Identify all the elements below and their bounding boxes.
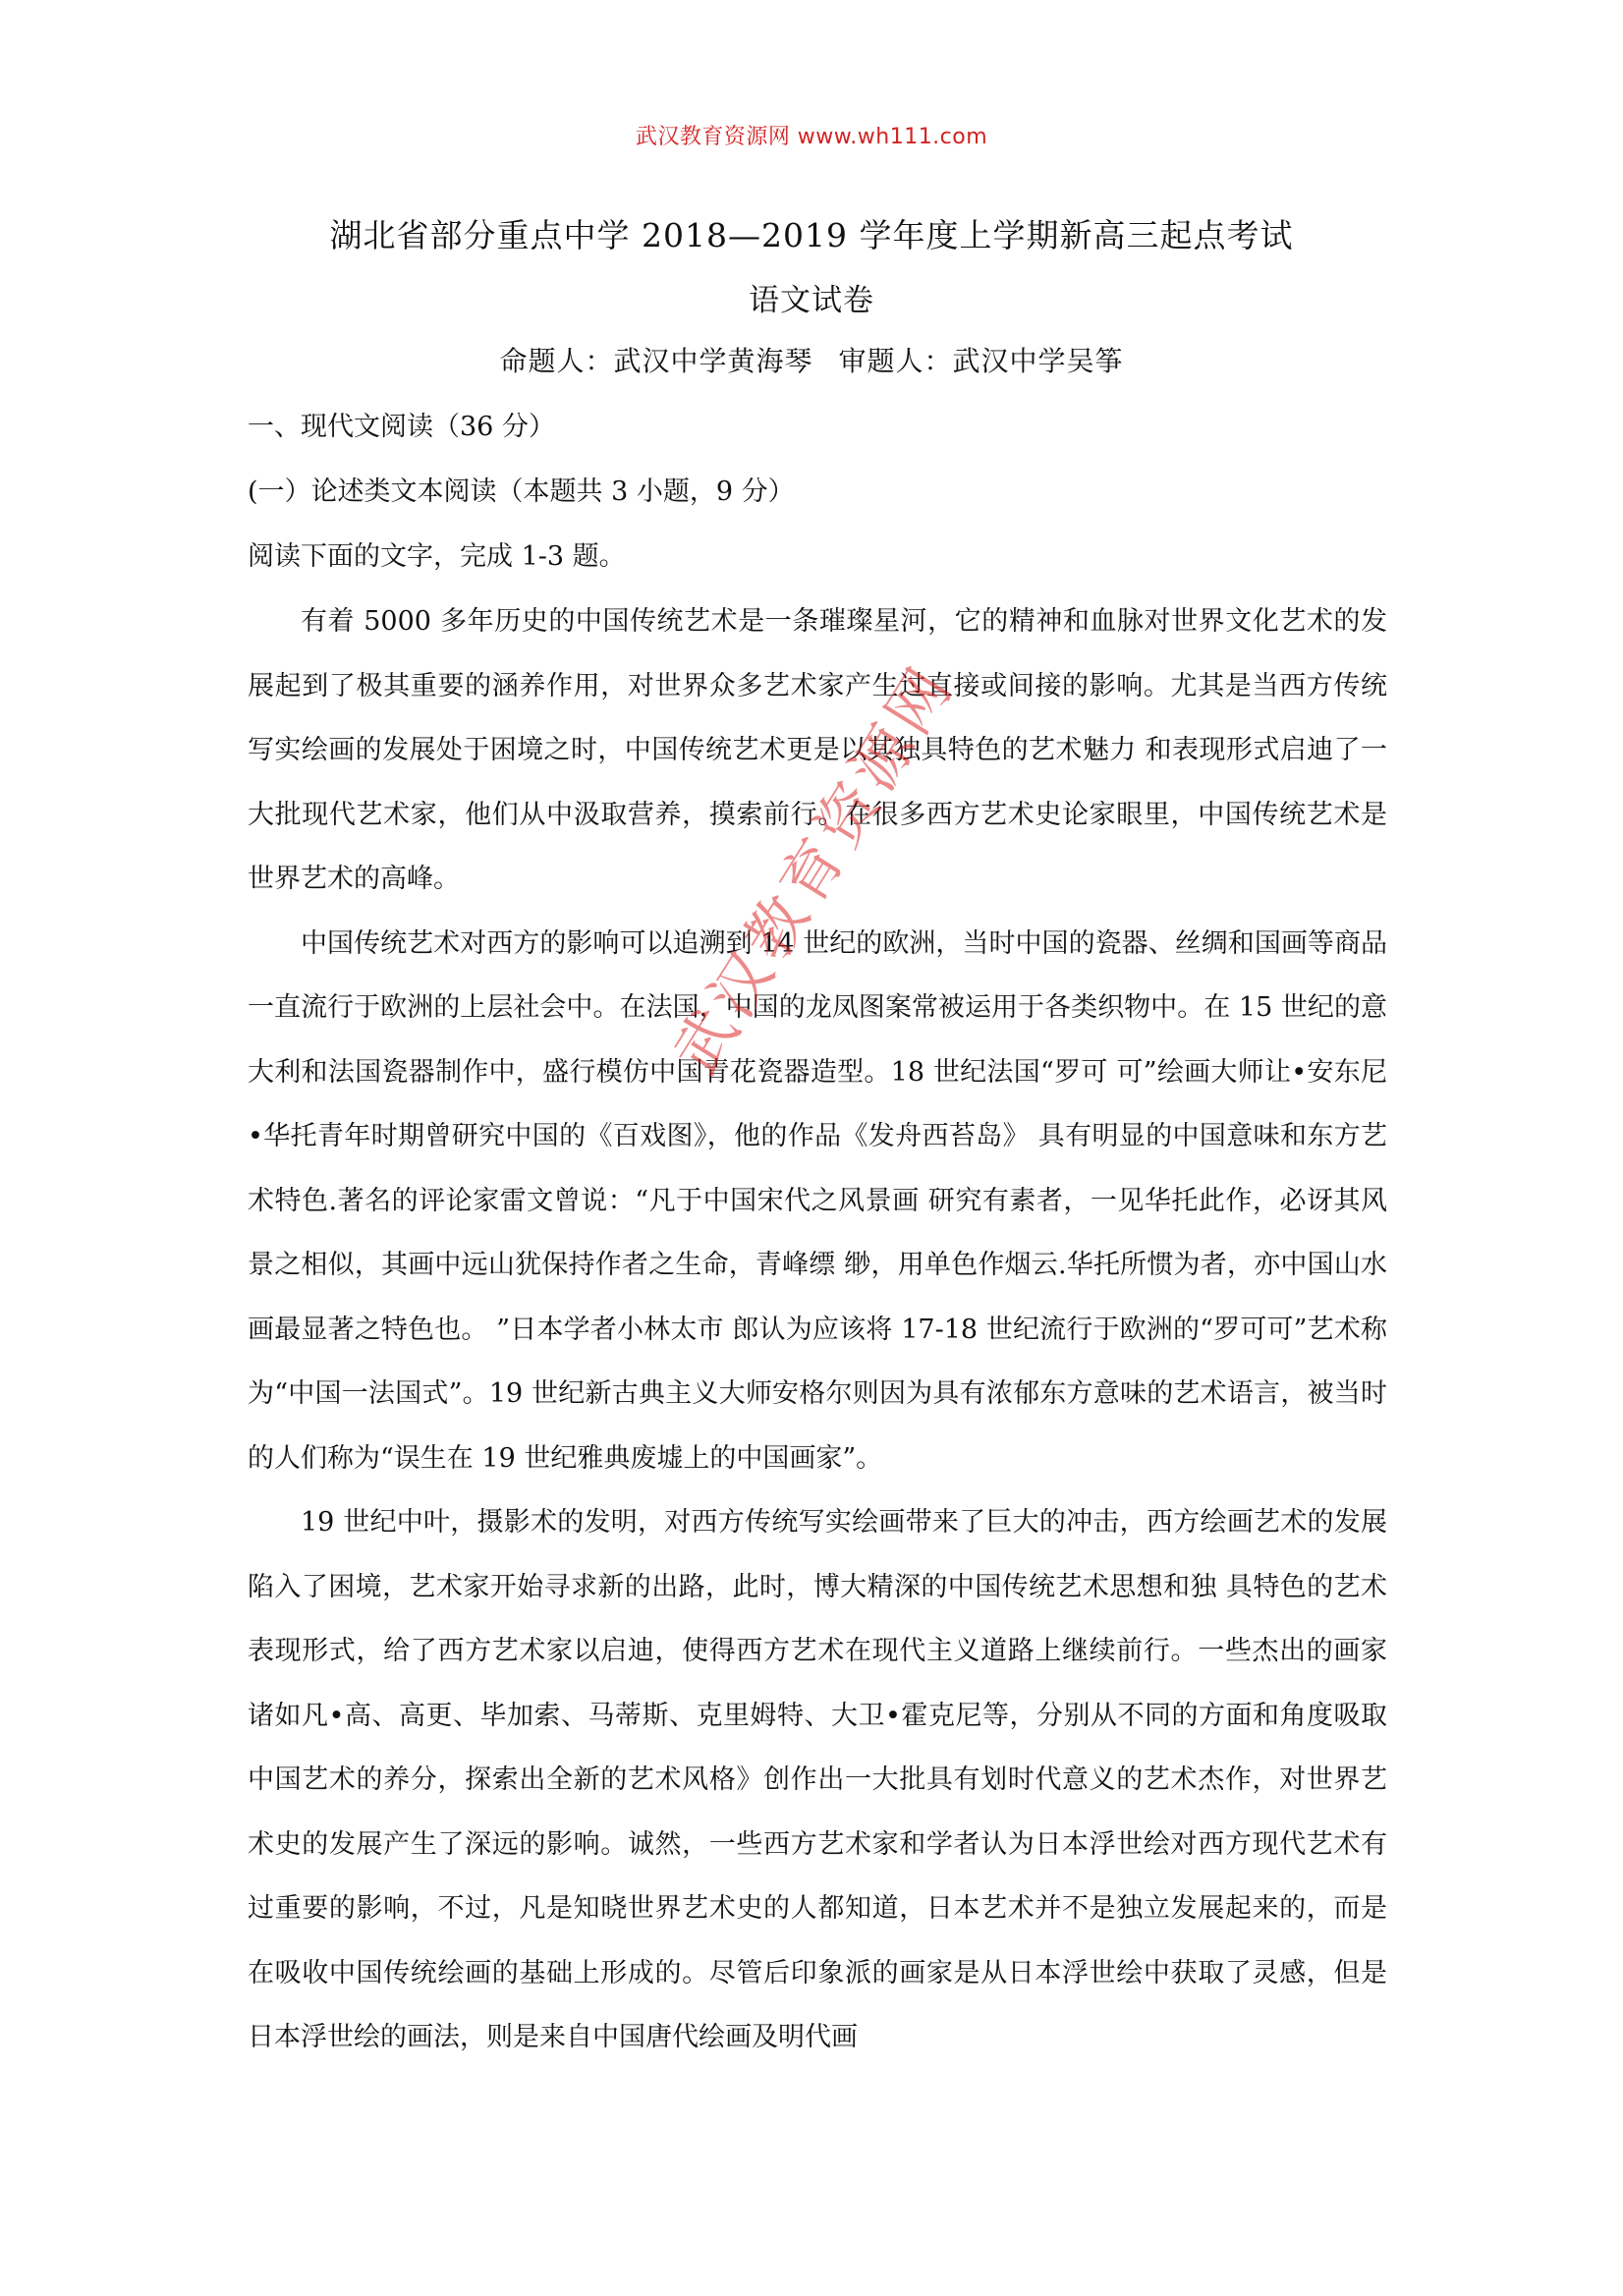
article-body <box>248 589 1387 2070</box>
exam-title: 湖北省部分重点中学 2018—2019 学年度上学期新高三起点考试 <box>329 216 1294 254</box>
site-header-link[interactable]: 武汉教育资源网 www.wh111.com <box>635 125 988 149</box>
subsection-heading: (一）论述类文本阅读（本题共 3 小题，9 分） <box>248 476 795 507</box>
exam-authors <box>0 340 1623 379</box>
article-paragraph: 中国传统艺术对西方的影响可以追溯到 14 世纪的欧洲，当时中国的瓷器、丝绸和国画等商品一直流行于欧洲的上层社会中。在法国，中国的龙凤图案常被运用于各类织物中。在 15 世纪的意大利和法国瓷器制作中，盛行模仿中国青花瓷器造型。18 世纪法国“罗可 可”绘画大师让•安东尼•华托青年时期曾研究中国的《百戏图》，他的作品《发舟西苔岛》 具有明显的中国意味和东方艺术特色.著名的评论家雷文曾说：“凡于中国宋代之风景画 研究有素者，一见华托此作，必讶其风景之相似，其画中远山犹保持作者之生命，青峰缥 缈，用单色作烟云.华托所惯为者，亦中国山水画最显著之特色也。 ”日本学者小林太市 郎认为应该将 17-18 世纪流行于欧洲的“罗可可”艺术称为“中国一法国式”。19 世纪新古典主义大师安格尔则因为具有浓郁东方意味的艺术语言，被当时的人们称为“误生在 19 世纪雅典废墟上的中国画家”。 <box>248 927 1387 1474</box>
reviewer: 审题人：武汉中学吴筝 <box>838 345 1124 377</box>
exam-subtitle: 语文试卷 <box>749 283 874 318</box>
article-paragraph: 19 世纪中叶，摄影术的发明，对西方传统写实绘画带来了巨大的冲击，西方绘画艺术的发展陷入了困境，艺术家开始寻求新的出路，此时，博大精深的中国传统艺术思想和独 具特色的艺术表现形式，给了西方艺术家以启迪，使得西方艺术在现代主义道路上继续前行。一些杰出的画家诸如凡•高、高更、毕加索、马蒂斯、克里姆特、大卫•霍克尼等，分别从不同的方面和角度吸取中国艺术的养分，探索出全新的艺术风格》创作出一大批具有划时代意义的艺术杰作，对世界艺术史的发展产生了深远的影响。诚然，一些西方艺术家和学者认为日本浮世绘对西方现代艺术有过重要的影响，不过，凡是知晓世界艺术史的人都知道，日本艺术并不是独立发展起来的，而是在吸收中国传统绘画的基础上形成的。尽管后印象派的画家是从日本浮世绘中获取了灵感，但是日本浮世绘的画法，则是来自中国唐代绘画及明代画 <box>248 1507 1387 2052</box>
watermark: 武汉教育资源网 <box>659 651 969 1087</box>
section-heading: 一、现代文阅读（36 分） <box>248 412 555 442</box>
reading-instruction: 阅读下面的文字，完成 1-3 题。 <box>248 541 626 572</box>
article-paragraph: 有着 5000 多年历史的中国传统艺术是一条璀璨星河，它的精神和血脉对世界文化艺术的发展起到了极其重要的涵养作用，对世界众多艺术家产生过直接或间接的影响。尤其是当西方传统写实绘画的发展处于困境之时，中国传统艺术更是以其独具特色的艺术魅力 和表现形式启迪了一大批现代艺术家，他们从中汲取营养，摸索前行。在很多西方艺术史论家眼里，中国传统艺术是世界艺术的高峰。 <box>248 606 1387 894</box>
question-setter: 命题人：武汉中学黄海琴 <box>499 345 813 377</box>
